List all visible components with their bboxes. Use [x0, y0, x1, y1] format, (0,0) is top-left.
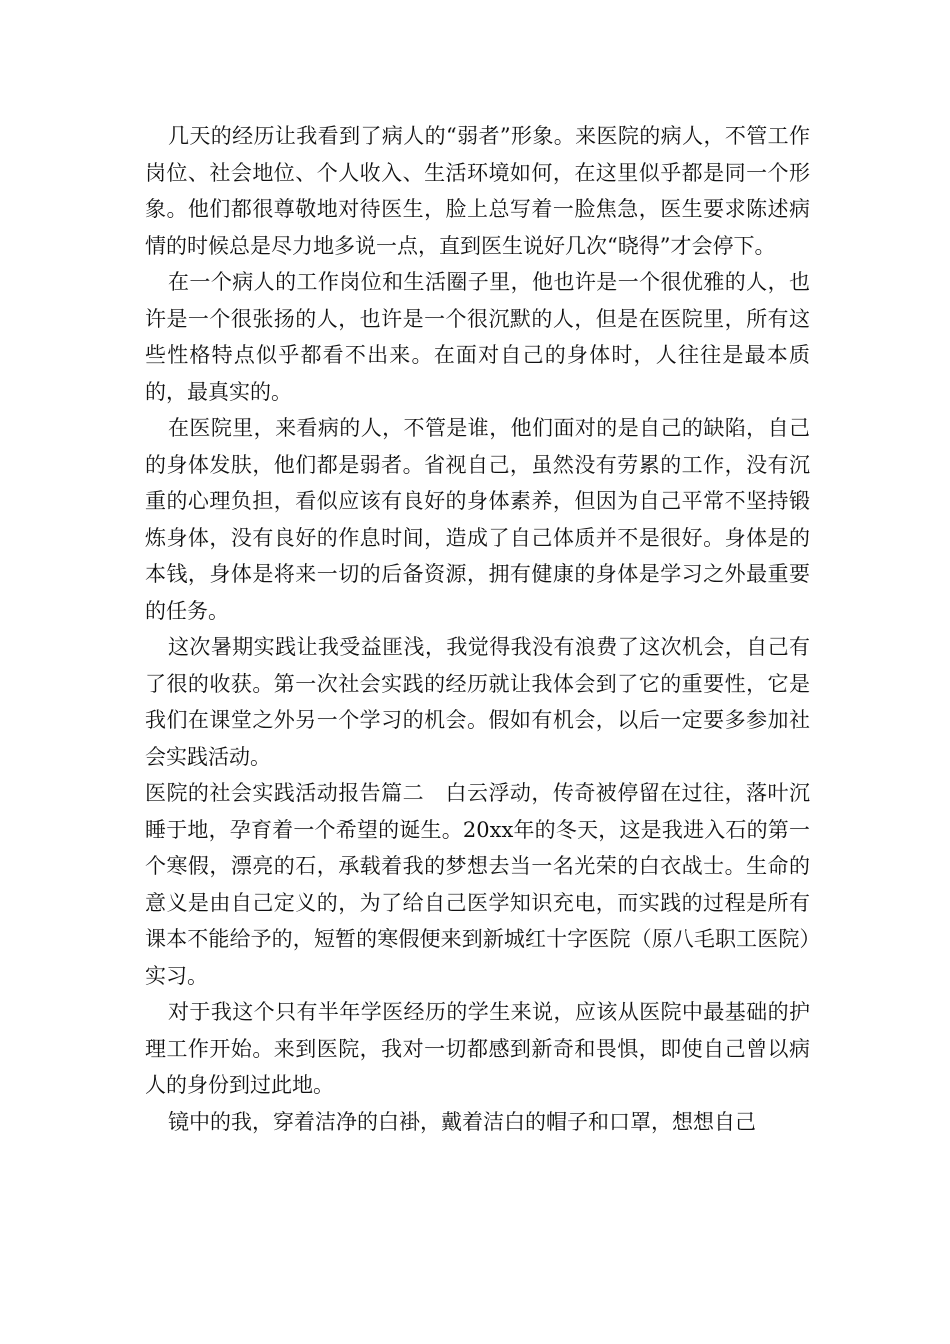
- paragraph-patients-weak-image: 几天的经历让我看到了病人的“弱者”形象。来医院的病人，不管工作岗位、社会地位、个人收入、生活环境如何，在这里似乎都是同一个形象。他们都很尊敬地对待医生，脸上总写着一脸焦急，医生要求陈述病情的时候总是尽力地多说一点，直到医生说好几次“晓得”才会停下。: [145, 124, 810, 258]
- paragraph-practice-gains: 这次暑期实践让我受益匪浅，我觉得我没有浪费了这次机会，自己有了很的收获。第一次社会实践的经历就让我体会到了它的重要性，它是我们在课堂之外另一个学习的机会。假如有机会，以后一定要多参加社会实践活动。: [145, 635, 810, 769]
- paragraph-report-part-two: 医院的社会实践活动报告篇二 白云浮动，传奇被停留在过往，落叶沉睡于地，孕育着一个希望的诞生。20xx年的冬天，这是我进入石的第一个寒假，漂亮的石，承载着我的梦想去当一名光荣的白衣战士。生命的意义是由自己定义的，为了给自己医学知识充电，而实践的过程是所有课本不能给予的，短暂的寒假便来到新城红十字医院（原八毛职工医院）实习。: [145, 781, 810, 988]
- paragraph-mirror: 镜中的我，穿着洁净的白褂，戴着洁白的帽子和口罩，想想自己: [168, 1109, 756, 1134]
- document-page: [145, 118, 810, 1140]
- paragraph-nursing-start: 对于我这个只有半年学医经历的学生来说，应该从医院中最基础的护理工作开始。来到医院，我对一切都感到新奇和畏惧，即使自己曾以病人的身份到过此地。: [145, 1000, 810, 1097]
- paragraph-true-self: 在一个病人的工作岗位和生活圈子里，他也许是一个很优雅的人，也许是一个很张扬的人，也许是一个很沉默的人，但是在医院里，所有这些性格特点似乎都看不出来。在面对自己的身体时，人往往是最本质的，最真实的。: [145, 270, 810, 404]
- paragraph-health-importance: 在医院里，来看病的人，不管是谁，他们面对的是自己的缺陷，自己的身体发肤，他们都是弱者。省视自己，虽然没有劳累的工作，没有沉重的心理负担，看似应该有良好的身体素养，但因为自己平常不坚持锻炼身体，没有良好的作息时间，造成了自己体质并不是很好。身体是的本钱，身体是将来一切的后备资源，拥有健康的身体是学习之外最重要的任务。: [145, 416, 810, 623]
